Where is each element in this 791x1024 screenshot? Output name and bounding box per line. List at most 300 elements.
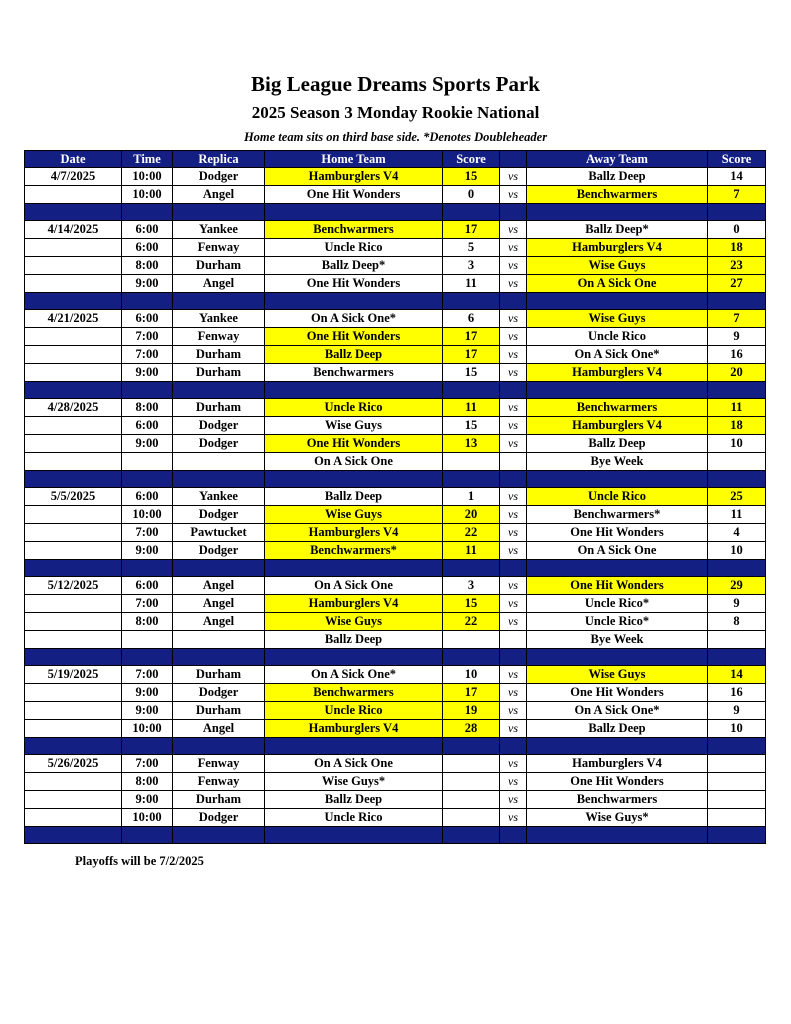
table-row (25, 755, 766, 773)
replica-cell: Durham (173, 666, 265, 684)
replica-cell (173, 631, 265, 649)
home-team-cell: One Hit Wonders (265, 186, 443, 204)
time-cell: 7:00 (122, 595, 173, 613)
away-team-cell: Bye Week (527, 453, 708, 471)
time-cell: 9:00 (122, 542, 173, 560)
col-home-team: Home Team (265, 151, 443, 168)
away-team-cell: Benchwarmers (527, 399, 708, 417)
table-row (25, 328, 766, 346)
time-cell: 7:00 (122, 666, 173, 684)
home-team-cell: One Hit Wonders (265, 328, 443, 346)
replica-cell: Dodger (173, 417, 265, 435)
date-cell: 4/7/2025 (25, 168, 122, 186)
vs-cell: vs (500, 328, 527, 346)
away-score-cell: 16 (708, 346, 766, 364)
away-score-cell (708, 755, 766, 773)
separator-cell (265, 293, 443, 310)
away-team-cell: Hamburglers V4 (527, 417, 708, 435)
vs-cell: vs (500, 310, 527, 328)
away-score-cell (708, 773, 766, 791)
home-team-cell: Ballz Deep (265, 488, 443, 506)
date-cell (25, 453, 122, 471)
home-score-cell: 11 (443, 275, 500, 293)
away-score-cell: 14 (708, 666, 766, 684)
home-team-cell: Hamburglers V4 (265, 524, 443, 542)
date-cell (25, 684, 122, 702)
table-row (25, 221, 766, 239)
home-score-cell: 17 (443, 346, 500, 364)
vs-cell: vs (500, 755, 527, 773)
replica-cell: Dodger (173, 168, 265, 186)
home-score-cell: 5 (443, 239, 500, 257)
playoffs-note: Playoffs will be 7/2/2025 (75, 854, 204, 868)
table-row (25, 684, 766, 702)
away-score-cell: 10 (708, 720, 766, 738)
time-cell: 8:00 (122, 613, 173, 631)
date-cell (25, 364, 122, 382)
separator-cell (443, 827, 500, 844)
separator-cell (265, 649, 443, 666)
separator-cell (173, 738, 265, 755)
away-team-cell: On A Sick One* (527, 346, 708, 364)
separator-cell (708, 382, 766, 399)
vs-cell: vs (500, 791, 527, 809)
time-cell: 10:00 (122, 168, 173, 186)
replica-cell: Fenway (173, 239, 265, 257)
separator-cell (122, 471, 173, 488)
away-score-cell (708, 453, 766, 471)
home-score-cell: 11 (443, 399, 500, 417)
vs-cell: vs (500, 417, 527, 435)
vs-cell: vs (500, 399, 527, 417)
date-cell: 4/21/2025 (25, 310, 122, 328)
separator-cell (265, 204, 443, 221)
replica-cell: Yankee (173, 310, 265, 328)
home-team-cell: One Hit Wonders (265, 275, 443, 293)
separator-cell (173, 827, 265, 844)
time-cell: 6:00 (122, 310, 173, 328)
home-score-cell: 20 (443, 506, 500, 524)
time-cell: 8:00 (122, 257, 173, 275)
replica-cell: Angel (173, 595, 265, 613)
away-score-cell: 9 (708, 328, 766, 346)
separator-cell (708, 738, 766, 755)
table-row (25, 453, 766, 471)
replica-cell: Dodger (173, 809, 265, 827)
date-cell (25, 417, 122, 435)
date-cell (25, 631, 122, 649)
col-time: Time (122, 151, 173, 168)
away-team-cell: Ballz Deep (527, 168, 708, 186)
home-team-cell: Uncle Rico (265, 702, 443, 720)
time-cell: 9:00 (122, 364, 173, 382)
vs-cell: vs (500, 666, 527, 684)
time-cell: 9:00 (122, 435, 173, 453)
home-team-cell: Benchwarmers (265, 221, 443, 239)
date-cell (25, 809, 122, 827)
header-row (25, 151, 766, 168)
replica-cell: Dodger (173, 542, 265, 560)
date-cell (25, 613, 122, 631)
away-team-cell: Bye Week (527, 631, 708, 649)
home-score-cell: 28 (443, 720, 500, 738)
time-cell: 10:00 (122, 720, 173, 738)
time-cell: 7:00 (122, 328, 173, 346)
separator-cell (122, 827, 173, 844)
vs-cell: vs (500, 488, 527, 506)
vs-cell: vs (500, 221, 527, 239)
replica-cell: Yankee (173, 488, 265, 506)
away-score-cell: 4 (708, 524, 766, 542)
col-away-team: Away Team (527, 151, 708, 168)
away-team-cell: On A Sick One (527, 275, 708, 293)
home-score-cell (443, 755, 500, 773)
separator-cell (25, 560, 122, 577)
separator-cell (708, 649, 766, 666)
date-cell (25, 435, 122, 453)
separator-cell (265, 382, 443, 399)
separator-cell (25, 649, 122, 666)
away-team-cell: Wise Guys* (527, 809, 708, 827)
table-row (25, 577, 766, 595)
table-row (25, 310, 766, 328)
week-separator (25, 649, 766, 666)
date-cell (25, 506, 122, 524)
separator-cell (122, 738, 173, 755)
home-team-cell: Ballz Deep (265, 791, 443, 809)
page-subtitle: 2025 Season 3 Monday Rookie National (251, 103, 540, 122)
separator-cell (527, 827, 708, 844)
home-team-cell: Benchwarmers (265, 364, 443, 382)
separator-cell (173, 649, 265, 666)
separator-cell (443, 649, 500, 666)
replica-cell: Angel (173, 275, 265, 293)
separator-cell (173, 293, 265, 310)
table-row (25, 488, 766, 506)
replica-cell: Durham (173, 702, 265, 720)
away-team-cell: Uncle Rico* (527, 613, 708, 631)
vs-cell: vs (500, 275, 527, 293)
replica-cell: Durham (173, 257, 265, 275)
home-team-cell: On A Sick One* (265, 666, 443, 684)
replica-cell: Angel (173, 613, 265, 631)
home-team-cell: Hamburglers V4 (265, 168, 443, 186)
time-cell: 9:00 (122, 791, 173, 809)
home-team-cell: Wise Guys (265, 613, 443, 631)
home-team-cell: On A Sick One* (265, 310, 443, 328)
separator-cell (265, 827, 443, 844)
replica-cell: Fenway (173, 328, 265, 346)
separator-cell (265, 738, 443, 755)
away-score-cell (708, 631, 766, 649)
separator-cell (527, 738, 708, 755)
away-score-cell: 10 (708, 435, 766, 453)
page-title: Big League Dreams Sports Park (251, 72, 540, 96)
home-score-cell: 15 (443, 595, 500, 613)
home-team-cell: On A Sick One (265, 453, 443, 471)
separator-cell (527, 649, 708, 666)
vs-cell: vs (500, 257, 527, 275)
time-cell: 6:00 (122, 221, 173, 239)
date-cell: 5/5/2025 (25, 488, 122, 506)
date-cell (25, 328, 122, 346)
away-score-cell: 16 (708, 684, 766, 702)
away-team-cell: Ballz Deep (527, 720, 708, 738)
vs-cell: vs (500, 239, 527, 257)
away-score-cell: 11 (708, 506, 766, 524)
away-team-cell: Wise Guys (527, 666, 708, 684)
vs-cell: vs (500, 186, 527, 204)
separator-cell (500, 382, 527, 399)
week-separator (25, 827, 766, 844)
separator-cell (500, 293, 527, 310)
separator-cell (443, 471, 500, 488)
separator-cell (25, 827, 122, 844)
separator-cell (527, 293, 708, 310)
home-score-cell (443, 631, 500, 649)
home-team-cell: Ballz Deep (265, 346, 443, 364)
table-row (25, 364, 766, 382)
separator-cell (500, 471, 527, 488)
separator-cell (122, 204, 173, 221)
table-row (25, 631, 766, 649)
time-cell: 6:00 (122, 417, 173, 435)
date-cell (25, 275, 122, 293)
home-score-cell: 17 (443, 328, 500, 346)
home-team-cell: Uncle Rico (265, 239, 443, 257)
away-team-cell: On A Sick One* (527, 702, 708, 720)
away-score-cell: 29 (708, 577, 766, 595)
replica-cell: Angel (173, 186, 265, 204)
week-separator (25, 204, 766, 221)
date-cell (25, 186, 122, 204)
week-separator (25, 560, 766, 577)
away-team-cell: Wise Guys (527, 257, 708, 275)
time-cell: 10:00 (122, 186, 173, 204)
vs-cell: vs (500, 684, 527, 702)
replica-cell: Angel (173, 577, 265, 595)
replica-cell: Durham (173, 364, 265, 382)
table-row (25, 542, 766, 560)
home-score-cell: 0 (443, 186, 500, 204)
separator-cell (708, 827, 766, 844)
away-team-cell: One Hit Wonders (527, 684, 708, 702)
date-cell (25, 542, 122, 560)
replica-cell: Angel (173, 720, 265, 738)
separator-cell (443, 204, 500, 221)
separator-cell (173, 560, 265, 577)
vs-cell: vs (500, 346, 527, 364)
replica-cell: Fenway (173, 773, 265, 791)
date-cell (25, 773, 122, 791)
home-team-cell: One Hit Wonders (265, 435, 443, 453)
table-row (25, 666, 766, 684)
separator-cell (25, 293, 122, 310)
table-row (25, 595, 766, 613)
table-row (25, 257, 766, 275)
col-vs (500, 151, 527, 168)
home-score-cell: 6 (443, 310, 500, 328)
time-cell: 6:00 (122, 577, 173, 595)
table-row (25, 346, 766, 364)
table-row (25, 702, 766, 720)
replica-cell: Durham (173, 346, 265, 364)
date-cell (25, 791, 122, 809)
home-score-cell (443, 773, 500, 791)
replica-cell: Durham (173, 791, 265, 809)
home-score-cell: 17 (443, 684, 500, 702)
time-cell: 7:00 (122, 346, 173, 364)
table-row (25, 720, 766, 738)
home-team-cell: Uncle Rico (265, 809, 443, 827)
date-cell (25, 524, 122, 542)
home-score-cell: 3 (443, 257, 500, 275)
vs-cell: vs (500, 577, 527, 595)
date-cell (25, 720, 122, 738)
separator-cell (708, 560, 766, 577)
separator-cell (443, 560, 500, 577)
replica-cell: Dodger (173, 506, 265, 524)
separator-cell (500, 738, 527, 755)
separator-cell (173, 204, 265, 221)
away-team-cell: Uncle Rico (527, 488, 708, 506)
separator-cell (25, 382, 122, 399)
col-home-score: Score (443, 151, 500, 168)
home-score-cell: 10 (443, 666, 500, 684)
separator-cell (443, 738, 500, 755)
col-away-score: Score (708, 151, 766, 168)
table-row (25, 399, 766, 417)
time-cell: 10:00 (122, 506, 173, 524)
home-score-cell: 15 (443, 168, 500, 186)
separator-cell (500, 649, 527, 666)
away-score-cell: 14 (708, 168, 766, 186)
home-team-cell: Hamburglers V4 (265, 720, 443, 738)
table-row (25, 275, 766, 293)
away-score-cell: 7 (708, 186, 766, 204)
away-team-cell: Hamburglers V4 (527, 364, 708, 382)
home-team-cell: Uncle Rico (265, 399, 443, 417)
date-cell: 5/19/2025 (25, 666, 122, 684)
page-note: Home team sits on third base side. *Denotes Doubleheader (243, 130, 548, 144)
home-score-cell (443, 791, 500, 809)
vs-cell (500, 453, 527, 471)
home-team-cell: Wise Guys* (265, 773, 443, 791)
schedule-table (24, 150, 766, 844)
home-score-cell: 22 (443, 524, 500, 542)
home-score-cell: 13 (443, 435, 500, 453)
away-team-cell: Wise Guys (527, 310, 708, 328)
replica-cell: Durham (173, 399, 265, 417)
replica-cell: Dodger (173, 684, 265, 702)
separator-cell (527, 382, 708, 399)
separator-cell (443, 382, 500, 399)
separator-cell (708, 471, 766, 488)
home-team-cell: Wise Guys (265, 506, 443, 524)
separator-cell (265, 560, 443, 577)
separator-cell (173, 471, 265, 488)
away-score-cell: 20 (708, 364, 766, 382)
home-team-cell: Benchwarmers* (265, 542, 443, 560)
separator-cell (527, 204, 708, 221)
time-cell: 6:00 (122, 239, 173, 257)
vs-cell (500, 631, 527, 649)
time-cell: 10:00 (122, 809, 173, 827)
away-score-cell: 23 (708, 257, 766, 275)
away-team-cell: Benchwarmers (527, 186, 708, 204)
away-team-cell: Benchwarmers* (527, 506, 708, 524)
separator-cell (25, 471, 122, 488)
away-team-cell: One Hit Wonders (527, 773, 708, 791)
separator-cell (527, 560, 708, 577)
away-score-cell: 25 (708, 488, 766, 506)
time-cell: 9:00 (122, 684, 173, 702)
vs-cell: vs (500, 524, 527, 542)
separator-cell (265, 471, 443, 488)
replica-cell: Fenway (173, 755, 265, 773)
time-cell: 7:00 (122, 755, 173, 773)
time-cell (122, 631, 173, 649)
away-score-cell: 27 (708, 275, 766, 293)
separator-cell (708, 204, 766, 221)
separator-cell (500, 827, 527, 844)
vs-cell: vs (500, 613, 527, 631)
vs-cell: vs (500, 702, 527, 720)
separator-cell (173, 382, 265, 399)
away-team-cell: One Hit Wonders (527, 524, 708, 542)
table-row (25, 186, 766, 204)
home-score-cell: 19 (443, 702, 500, 720)
table-row (25, 613, 766, 631)
away-score-cell: 0 (708, 221, 766, 239)
home-score-cell: 22 (443, 613, 500, 631)
date-cell (25, 346, 122, 364)
table-row (25, 435, 766, 453)
away-score-cell: 18 (708, 239, 766, 257)
vs-cell: vs (500, 435, 527, 453)
week-separator (25, 738, 766, 755)
away-team-cell: Hamburglers V4 (527, 755, 708, 773)
week-separator (25, 471, 766, 488)
date-cell: 5/26/2025 (25, 755, 122, 773)
vs-cell: vs (500, 809, 527, 827)
table-row (25, 417, 766, 435)
date-cell: 4/28/2025 (25, 399, 122, 417)
away-score-cell: 9 (708, 702, 766, 720)
away-team-cell: Ballz Deep* (527, 221, 708, 239)
date-cell (25, 595, 122, 613)
separator-cell (122, 649, 173, 666)
away-score-cell: 8 (708, 613, 766, 631)
separator-cell (443, 293, 500, 310)
away-team-cell: Ballz Deep (527, 435, 708, 453)
time-cell: 8:00 (122, 399, 173, 417)
home-score-cell: 3 (443, 577, 500, 595)
vs-cell: vs (500, 542, 527, 560)
col-date: Date (25, 151, 122, 168)
time-cell: 8:00 (122, 773, 173, 791)
date-cell: 4/14/2025 (25, 221, 122, 239)
replica-cell: Dodger (173, 435, 265, 453)
table-row (25, 239, 766, 257)
week-separator (25, 293, 766, 310)
away-team-cell: One Hit Wonders (527, 577, 708, 595)
home-team-cell: On A Sick One (265, 755, 443, 773)
away-score-cell: 18 (708, 417, 766, 435)
vs-cell: vs (500, 720, 527, 738)
vs-cell: vs (500, 364, 527, 382)
home-team-cell: On A Sick One (265, 577, 443, 595)
